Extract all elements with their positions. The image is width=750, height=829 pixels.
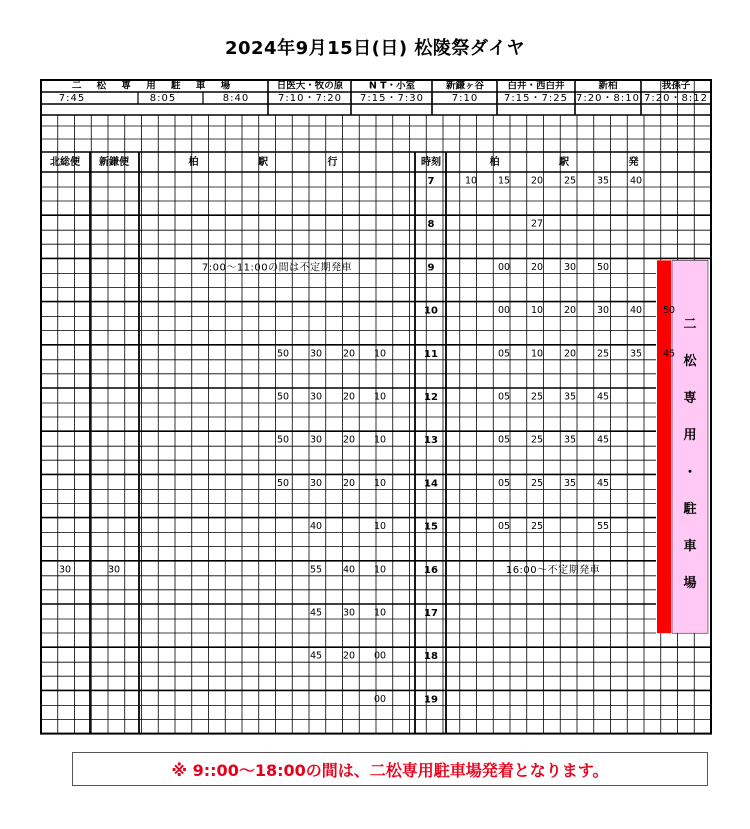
depart-to-kashiwa: 20 <box>343 650 356 662</box>
hour-label: 12 <box>424 392 438 403</box>
header-stop: 我孫子 <box>661 80 691 92</box>
depart-to-kashiwa: 30 <box>310 434 323 446</box>
side-label-char: 場 <box>683 575 697 591</box>
depart-from-kashiwa: 45 <box>663 348 676 360</box>
header-time: 7:45 <box>58 93 86 104</box>
depart-from-kashiwa: 45 <box>597 477 610 489</box>
col-head-from-kashiwa: 柏 駅 発 <box>489 157 667 168</box>
depart-from-kashiwa: 40 <box>630 305 643 317</box>
depart-to-kashiwa: 50 <box>277 434 290 446</box>
hour-label: 15 <box>424 521 438 533</box>
depart-to-kashiwa: 20 <box>343 348 356 360</box>
depart-from-kashiwa: 00 <box>498 261 511 273</box>
header-time: 7:15・7:30 <box>360 93 424 104</box>
depart-to-kashiwa: 55 <box>310 564 323 576</box>
depart-to-kashiwa: 30 <box>310 391 323 403</box>
side-label-char: 専 <box>683 390 697 406</box>
depart-shinkama: 30 <box>108 564 121 576</box>
col-head-hokuso: 北総便 <box>50 157 80 168</box>
header-stop: 日医大・牧の原 <box>276 80 344 92</box>
side-red-stripe <box>657 260 671 633</box>
depart-from-kashiwa: 10 <box>465 175 478 187</box>
header-time: 7:15・7:25 <box>504 93 568 104</box>
depart-from-kashiwa: 30 <box>597 305 610 317</box>
hour-label: 8 <box>427 219 435 231</box>
depart-hokuso: 30 <box>59 564 72 576</box>
depart-from-kashiwa: 40 <box>630 175 643 187</box>
hour-label: 10 <box>424 305 438 317</box>
col-head-shinkama: 新鎌便 <box>99 157 129 168</box>
hour-label: 19 <box>424 694 438 706</box>
depart-from-kashiwa: 35 <box>597 175 610 187</box>
depart-from-kashiwa: 35 <box>564 477 577 489</box>
footer-note: ※ 9::00～18:00の間は、二松専用駐車場発着となります。 <box>171 760 609 780</box>
depart-from-kashiwa: 25 <box>531 521 544 533</box>
side-label-char: 駐 <box>683 501 697 517</box>
hour-label: 7 <box>427 176 435 187</box>
depart-from-kashiwa: 50 <box>663 305 676 317</box>
depart-from-kashiwa: 05 <box>498 521 511 533</box>
depart-to-kashiwa: 20 <box>343 434 356 446</box>
depart-to-kashiwa: 10 <box>374 348 387 360</box>
depart-to-kashiwa: 10 <box>374 521 387 533</box>
depart-to-kashiwa: 50 <box>277 477 290 489</box>
page-title: 2024年9月15日(日) 松陵祭ダイヤ <box>224 38 526 59</box>
depart-to-kashiwa: 50 <box>277 391 290 403</box>
depart-to-kashiwa: 30 <box>343 607 356 619</box>
depart-to-kashiwa: 40 <box>343 564 356 576</box>
depart-from-kashiwa: 05 <box>498 477 511 489</box>
depart-from-kashiwa: 20 <box>531 261 544 273</box>
header-time: 7:10 <box>451 93 479 104</box>
hour-label: 11 <box>424 348 438 360</box>
depart-from-kashiwa: 20 <box>531 175 544 187</box>
depart-to-kashiwa: 30 <box>310 348 323 360</box>
depart-from-kashiwa: 27 <box>531 218 544 230</box>
depart-to-kashiwa: 45 <box>310 650 323 662</box>
side-label-char: 用 <box>683 427 697 443</box>
depart-from-kashiwa: 25 <box>531 391 544 403</box>
depart-from-kashiwa: 50 <box>597 261 610 273</box>
depart-to-kashiwa: 00 <box>374 650 387 662</box>
depart-to-kashiwa: 10 <box>374 607 387 619</box>
header-stop: 新鎌ヶ谷 <box>445 80 485 92</box>
side-label-char: 二 <box>683 316 697 332</box>
depart-from-kashiwa: 45 <box>597 434 610 446</box>
header-time: 8:05 <box>149 93 177 104</box>
depart-from-kashiwa: 15 <box>498 175 511 187</box>
depart-to-kashiwa: 20 <box>343 391 356 403</box>
depart-from-kashiwa: 00 <box>498 305 511 317</box>
depart-from-kashiwa: 25 <box>531 434 544 446</box>
side-label-char: 松 <box>683 353 697 369</box>
note-irregular-from: 16:00～不定期発車 <box>505 564 601 576</box>
depart-from-kashiwa: 55 <box>597 521 610 533</box>
depart-from-kashiwa: 30 <box>564 261 577 273</box>
depart-from-kashiwa: 10 <box>531 348 544 360</box>
header-time: 7:20・8:12 <box>644 93 708 104</box>
side-label-char: 車 <box>683 538 697 554</box>
depart-from-kashiwa: 20 <box>564 348 577 360</box>
hour-label: 9 <box>427 262 435 274</box>
header-time: 8:40 <box>222 93 250 104</box>
hour-label: 16 <box>424 564 438 576</box>
depart-from-kashiwa: 10 <box>531 305 544 317</box>
header-stop: 新柏 <box>598 80 618 92</box>
hour-label: 14 <box>424 478 438 490</box>
depart-to-kashiwa: 20 <box>343 477 356 489</box>
depart-to-kashiwa: 45 <box>310 607 323 619</box>
depart-from-kashiwa: 25 <box>564 175 577 187</box>
header-time: 7:20・8:10 <box>576 93 640 104</box>
col-head-to-kashiwa: 柏 駅 行 <box>188 157 366 168</box>
depart-from-kashiwa: 20 <box>564 305 577 317</box>
depart-from-kashiwa: 35 <box>630 348 643 360</box>
depart-from-kashiwa: 05 <box>498 391 511 403</box>
note-irregular-to: 7:00～11:00の間は不定期発車 <box>201 262 353 274</box>
depart-from-kashiwa: 35 <box>564 391 577 403</box>
depart-from-kashiwa: 35 <box>564 434 577 446</box>
hour-label: 13 <box>424 435 438 447</box>
depart-from-kashiwa: 05 <box>498 434 511 446</box>
depart-from-kashiwa: 25 <box>531 477 544 489</box>
header-stop: N T・小室 <box>368 80 416 92</box>
depart-from-kashiwa: 45 <box>597 391 610 403</box>
footer-note-box <box>72 752 708 786</box>
side-label-char: ・ <box>683 464 697 480</box>
depart-to-kashiwa: 10 <box>374 391 387 403</box>
col-head-hour: 時刻 <box>421 157 441 168</box>
depart-to-kashiwa: 50 <box>277 348 290 360</box>
depart-to-kashiwa: 10 <box>374 477 387 489</box>
hour-label: 18 <box>424 651 438 663</box>
header-stop: 二 松 専 用 駐 車 場 <box>71 80 237 92</box>
depart-to-kashiwa: 30 <box>310 477 323 489</box>
depart-to-kashiwa: 00 <box>374 693 387 705</box>
depart-from-kashiwa: 05 <box>498 348 511 360</box>
hour-label: 17 <box>424 608 438 619</box>
depart-to-kashiwa: 10 <box>374 434 387 446</box>
depart-to-kashiwa: 10 <box>374 564 387 576</box>
header-stop: 白井・西白井 <box>507 80 565 92</box>
header-time: 7:10・7:20 <box>278 93 342 104</box>
depart-from-kashiwa: 25 <box>597 348 610 360</box>
depart-to-kashiwa: 40 <box>310 521 323 533</box>
